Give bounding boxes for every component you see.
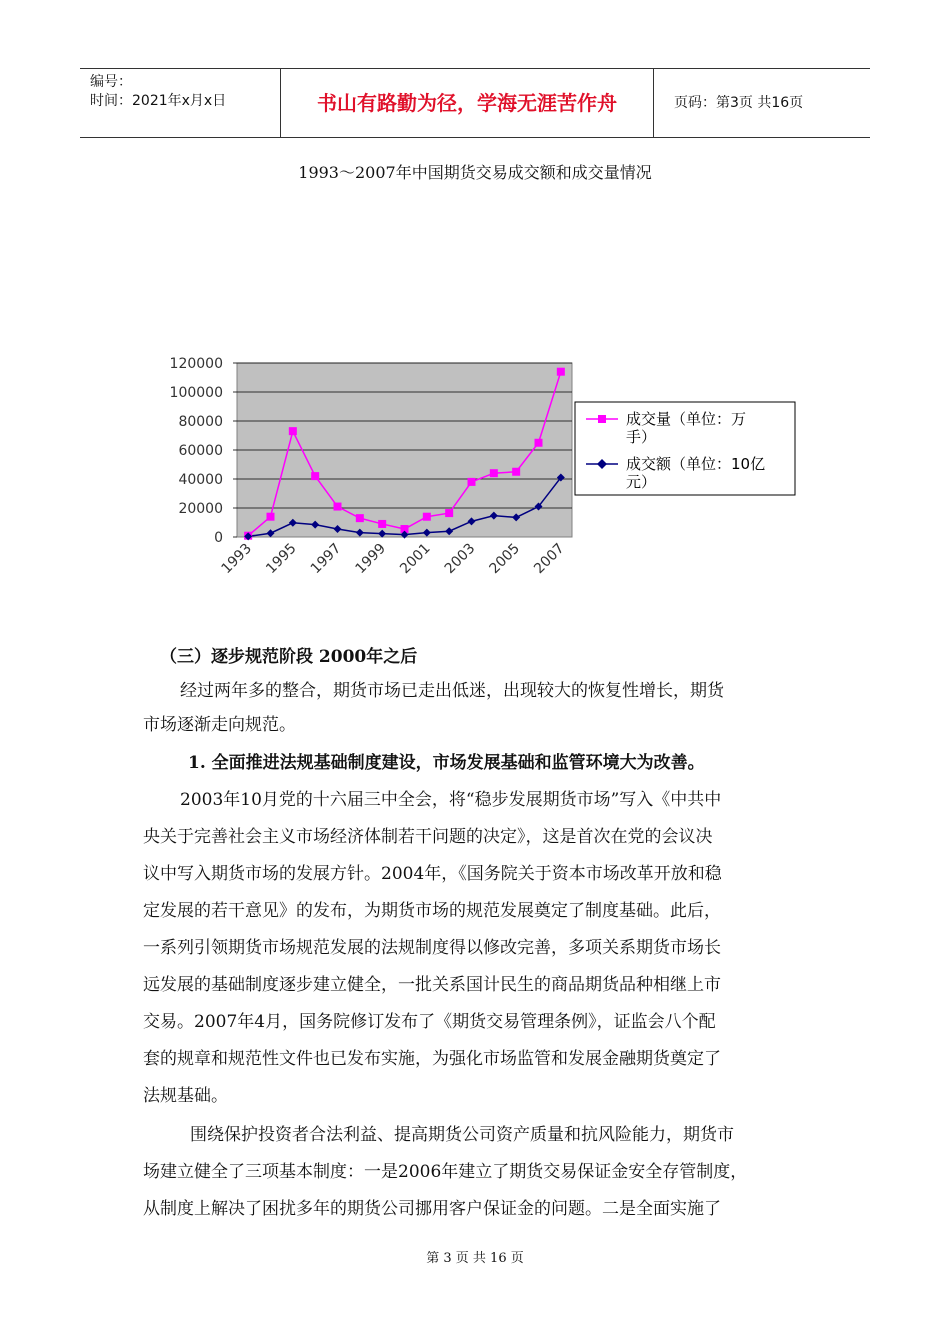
date-line: 时间：2021年x月x日	[90, 93, 227, 109]
para1-line-5: 一系列引领期货市场规范发展的法规制度得以修改完善，多项关系期货市场长	[143, 938, 721, 958]
page-info-text: 页码：第3页 共16页	[674, 95, 804, 111]
y-tick-label: 40000	[178, 472, 223, 488]
subheading: 1. 全面推进法规基础制度建设，市场发展基础和监管环境大为改善。	[188, 753, 705, 773]
para1-line-4: 定发展的若干意见》的发布，为期货市场的规范发展奠定了制度基础。此后，	[143, 901, 721, 921]
x-tick-label: 1997	[307, 540, 345, 578]
para1-line-7: 交易。2007年4月，国务院修订发布了《期货交易管理条例》，证监会八个配	[143, 1012, 716, 1032]
chart-legend	[575, 402, 795, 495]
para1-line-6: 远发展的基础制度逐步建立健全，一批关系国计民生的商品期货品种相继上市	[143, 975, 721, 995]
volume-point	[423, 513, 431, 521]
legend-amount-label-2: 元）	[626, 473, 657, 491]
volume-point	[334, 503, 342, 511]
para2-line-2: 场建立健全了三项基本制度：一是2006年建立了期货交易保证金安全存管制度，	[143, 1162, 748, 1182]
volume-point	[512, 468, 520, 476]
volume-point	[311, 472, 319, 480]
y-tick-label: 80000	[178, 414, 223, 430]
volume-point	[557, 368, 565, 376]
para2-line-3: 从制度上解决了困扰多年的期货公司挪用客户保证金的问题。二是全面实施了	[143, 1199, 721, 1219]
x-tick-label: 1995	[263, 540, 300, 578]
para2-line-1: 围绕保护投资者合法利益、提高期货公司资产质量和抗风险能力，期货市	[190, 1125, 734, 1145]
intro-line-2: 市场逐渐走向规范。	[143, 715, 296, 735]
y-tick-label: 120000	[169, 356, 223, 372]
y-tick-label: 100000	[169, 385, 223, 401]
para1-line-2: 央关于完善社会主义市场经济体制若干问题的决定》，这是首次在党的会议决	[143, 827, 713, 847]
volume-point	[535, 439, 543, 447]
legend-volume-marker	[598, 415, 606, 423]
header-meta-cell	[80, 69, 281, 137]
chart-title: 1993～2007年中国期货交易成交额和成交量情况	[298, 163, 652, 182]
x-tick-label: 2007	[531, 540, 568, 578]
x-tick-label: 1999	[352, 540, 389, 578]
x-tick-labels	[218, 541, 567, 578]
volume-point	[267, 513, 275, 521]
legend-volume-label-1: 成交量（单位：万	[626, 410, 747, 428]
x-tick-label: 2005	[486, 540, 523, 578]
x-tick-label: 2003	[441, 540, 479, 578]
header-motto: 书山有路勤为径，学海无涯苦作舟	[281, 69, 654, 137]
legend-volume-label-2: 手）	[626, 428, 657, 446]
header-page-info	[664, 69, 870, 137]
legend-amount-label-1: 成交额（单位：10亿	[626, 455, 766, 473]
y-tick-label: 0	[214, 530, 223, 546]
para1-line-1: 2003年10月党的十六届三中全会，将“稳步发展期货市场”写入《中共中	[180, 790, 722, 810]
x-tick-label: 1993	[218, 540, 255, 578]
serial-label: 编号：	[90, 74, 132, 90]
volume-point	[289, 427, 297, 435]
intro-line-1: 经过两年多的整合，期货市场已走出低迷，出现较大的恢复性增长，期货	[180, 681, 724, 701]
para1-line-9: 法规基础。	[143, 1086, 228, 1106]
y-tick-labels	[170, 356, 223, 546]
volume-point	[490, 469, 498, 477]
page-footer: 第 3 页 共 16 页	[426, 1251, 524, 1266]
futures-line-chart	[140, 340, 820, 600]
x-tick-label: 2001	[397, 540, 434, 578]
document-header	[80, 68, 870, 138]
para1-line-3: 议中写入期货市场的发展方针。2004年，《国务院关于资本市场改革开放和稳	[143, 864, 722, 884]
volume-point	[445, 509, 453, 517]
y-tick-label: 20000	[178, 501, 223, 517]
volume-point	[468, 478, 476, 486]
section-heading: （三）逐步规范阶段 2000年之后	[160, 647, 418, 667]
volume-point	[356, 514, 364, 522]
volume-point	[378, 520, 386, 528]
para1-line-8: 套的规章和规范性文件也已发布实施，为强化市场监管和发展金融期货奠定了	[143, 1049, 721, 1069]
y-tick-label: 60000	[178, 443, 223, 459]
